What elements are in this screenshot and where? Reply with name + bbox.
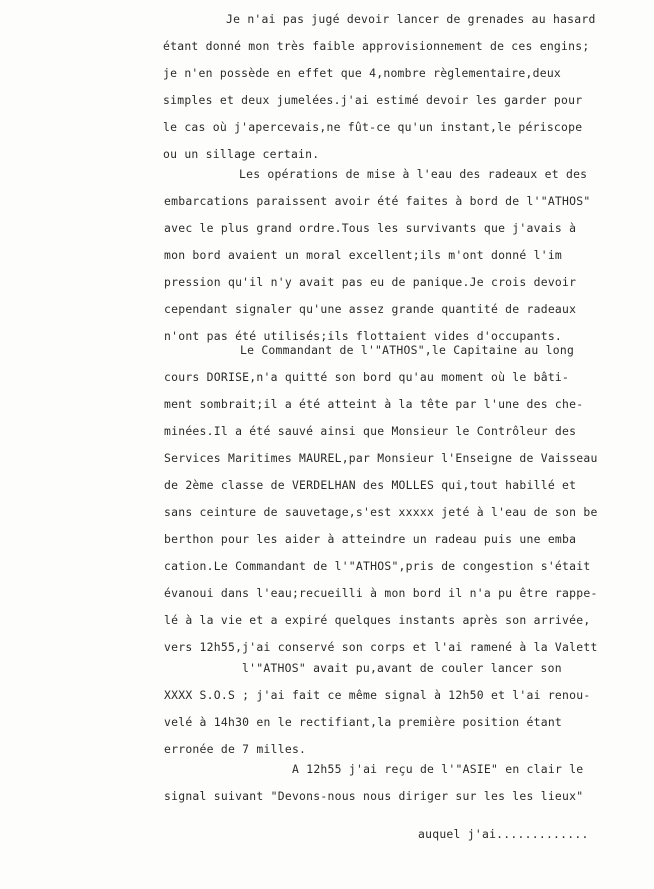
text-line: n'ont pas été utilisés;ils flottaient vides d'occupants. <box>164 329 563 343</box>
text-line: berthon pour les aider à atteindre un radeau puis une emba <box>164 532 577 546</box>
text-line: ou un sillage certain. <box>163 147 320 161</box>
text-line: A 12h55 j'ai reçu de l'"ASIE" en clair le <box>292 762 584 776</box>
text-line: signal suivant "Devons-nous nous diriger sur les les lieux" <box>164 789 584 803</box>
text-line: pression qu'il n'y avait pas eu de panique.Je crois devoir <box>164 275 577 289</box>
text-line: Je n'ai pas jugé devoir lancer de grenades au hasard <box>226 12 596 26</box>
text-line: Les opérations de mise à l'eau des radeaux et des <box>239 167 588 181</box>
text-line: je n'en possède en effet que 4,nombre règlementaire,deux <box>163 66 562 80</box>
text-line: XXXX S.O.S ; j'ai fait ce même signal à 12h50 et l'ai renou- <box>164 688 591 702</box>
text-line: simples et deux jumelées.j'ai estimé devoir les garder pour <box>163 93 583 107</box>
text-line: auquel j'ai............. <box>418 827 589 841</box>
text-line: avec le plus grand ordre.Tous les survivants que j'avais à <box>164 221 577 235</box>
text-line: minées.Il a été sauvé ainsi que Monsieur le Contrôleur des <box>164 424 577 438</box>
text-line: ment sombrait;il a été atteint à la tête par l'une des che- <box>164 397 584 411</box>
text-line: erronée de 7 milles. <box>164 742 307 756</box>
text-line: Le Commandant de l'"ATHOS",le Capitaine au long <box>240 343 575 357</box>
text-line: cependant signaler qu'une assez grande quantité de radeaux <box>164 302 577 316</box>
text-line: embarcations paraissent avoir été faites à bord de l'"ATHOS" <box>164 194 591 208</box>
text-line: cours DORISE,n'a quitté son bord qu'au moment où le bâti- <box>164 370 570 384</box>
text-line: de 2ème classe de VERDELHAN des MOLLES qui,tout habillé et <box>164 478 577 492</box>
text-line: velé à 14h30 en le rectifiant,la première position étant <box>164 715 563 729</box>
text-line: mon bord avaient un moral excellent;ils m'ont donné l'im <box>164 248 563 262</box>
text-line: lé à la vie et a expiré quelques instants après son arrivée, <box>164 613 591 627</box>
text-line: Services Maritimes MAUREL,par Monsieur l'Enseigne de Vaisseau <box>164 451 598 465</box>
text-line: étant donné mon très faible approvisionnement de ces engins; <box>163 39 590 53</box>
text-line: vers 12h55,j'ai conservé son corps et l'ai ramené à la Valett <box>164 640 598 654</box>
text-line: évanoui dans l'eau;recueilli à mon bord il n'a pu être rappe- <box>164 586 598 600</box>
text-line: l'"ATHOS" avait pu,avant de couler lancer son <box>242 661 562 675</box>
text-line: cation.Le Commandant de l'"ATHOS",pris de congestion s'était <box>164 559 591 573</box>
text-line: le cas où j'apercevais,ne fût-ce qu'un instant,le périscope <box>163 120 583 134</box>
text-line: sans ceinture de sauvetage,s'est xxxxx jeté à l'eau de son be <box>164 505 598 519</box>
